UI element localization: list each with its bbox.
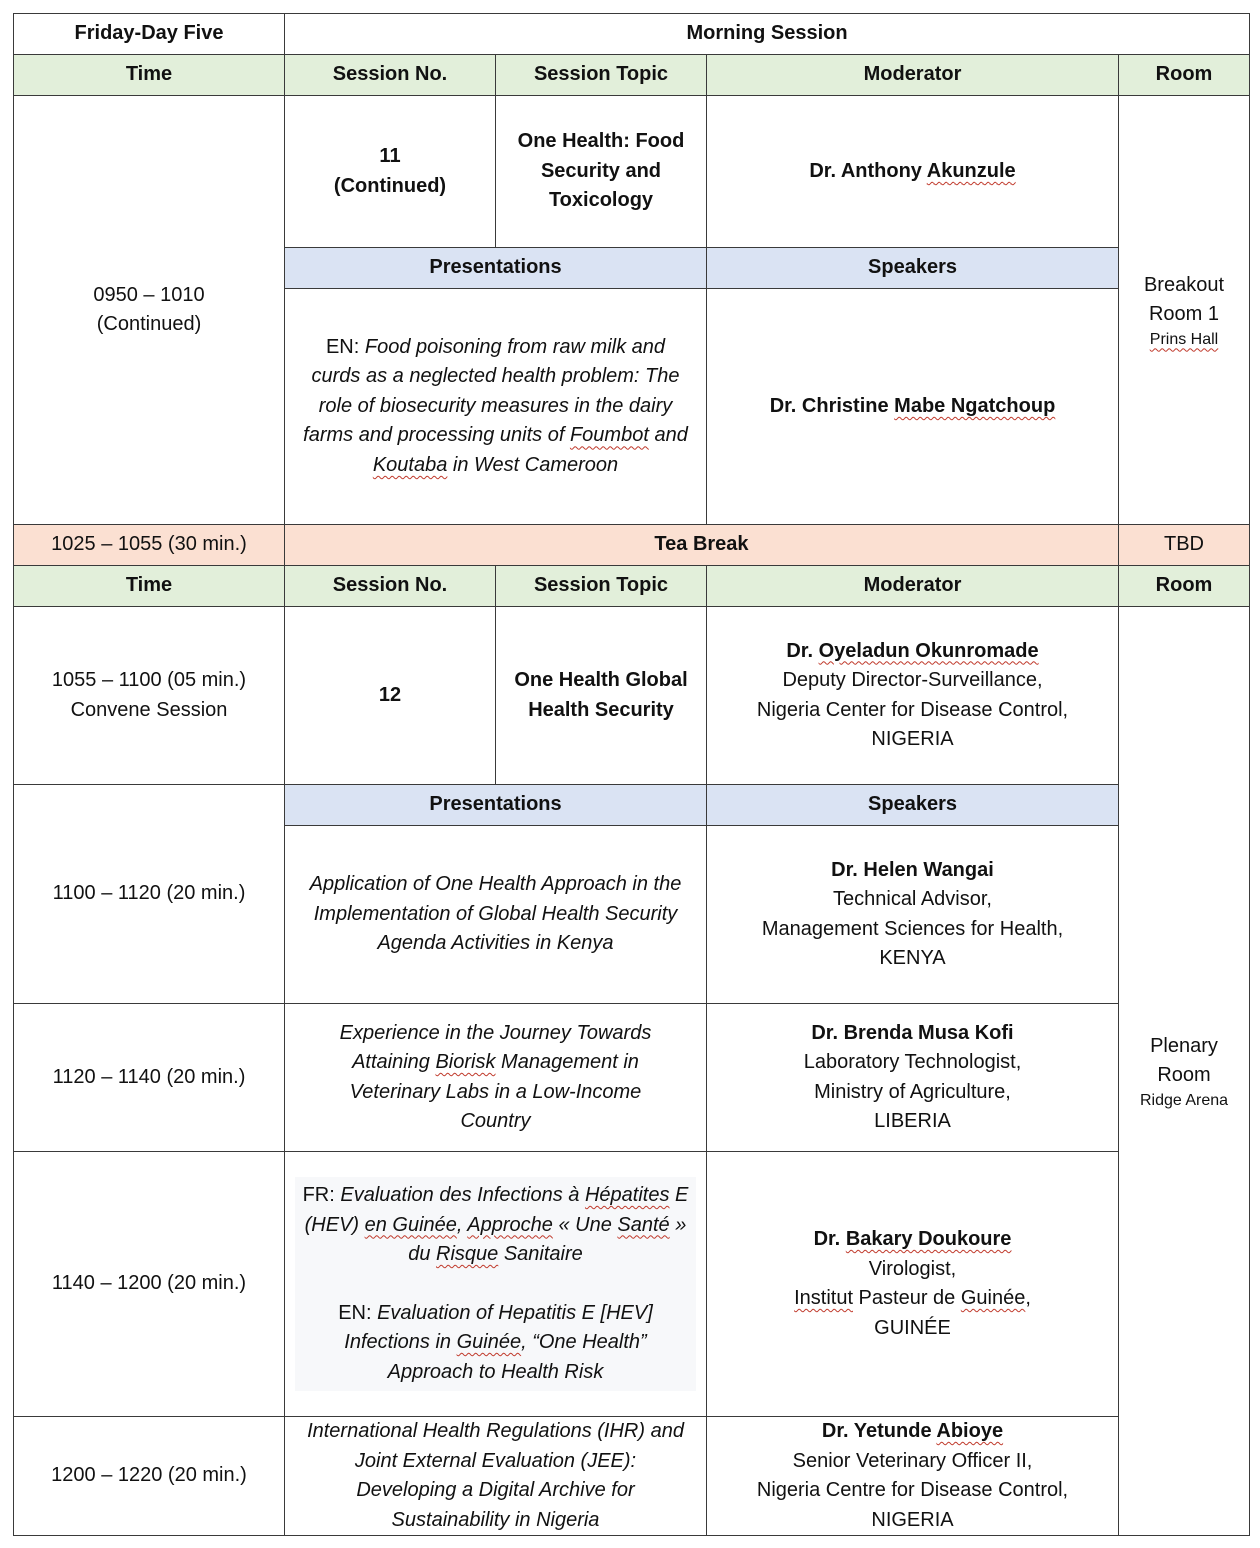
col-session-no-2: Session No.: [285, 566, 496, 607]
session-block-heading: Morning Session: [285, 14, 1250, 55]
tea-break-label: Tea Break: [285, 525, 1119, 566]
session-12-number: 12: [285, 607, 496, 785]
talk-4-speaker: Dr. Yetunde Abioye Senior Veterinary Officer II, Nigeria Centre for Disease Control, NIGERIA: [707, 1417, 1119, 1536]
col-time-2: Time: [14, 566, 285, 607]
speakers-heading: Speakers: [707, 248, 1119, 289]
session-11-topic: One Health: Food Security and Toxicology: [496, 96, 707, 248]
col-topic: Session Topic: [496, 55, 707, 96]
talk-4-row: [14, 1417, 1250, 1536]
presentations-header-row-2: [14, 785, 1250, 826]
presentations-heading: Presentations: [285, 248, 707, 289]
talk-1-speaker: Dr. Helen Wangai Technical Advisor, Management Sciences for Health, KENYA: [707, 826, 1119, 1004]
day-heading: Friday-Day Five: [14, 14, 285, 55]
talk-4-title: International Health Regulations (IHR) and Joint External Evaluation (JEE): Developing a Digital Archive for Sustainability in Nigeria: [285, 1417, 707, 1536]
session-11-speaker: Dr. Christine Mabe Ngatchoup: [707, 289, 1119, 525]
talk-1-title: Application of One Health Approach in the Implementation of Global Health Security Agenda Activities in Kenya: [285, 826, 707, 1004]
tea-break-room: TBD: [1119, 525, 1250, 566]
tea-break-row: [14, 525, 1250, 566]
talk-4-time: 1200 – 1220 (20 min.): [14, 1417, 285, 1536]
session-12-row: [14, 607, 1250, 785]
talk-2-title: Experience in the Journey Towards Attaining Biorisk Management in Veterinary Labs in a Low-Income Country: [285, 1004, 707, 1152]
session-12-moderator: Dr. Oyeladun Okunromade Deputy Director-Surveillance, Nigeria Center for Disease Control, NIGERIA: [707, 607, 1119, 785]
col-moderator-2: Moderator: [707, 566, 1119, 607]
title-row: [14, 14, 1250, 55]
session-11-row: [14, 96, 1250, 248]
schedule-table: [13, 13, 1250, 1536]
column-header-row-2: [14, 566, 1250, 607]
session-11-room: Breakout Room 1 Prins Hall: [1119, 96, 1250, 525]
talk-2-row: [14, 1004, 1250, 1152]
talk-3-speaker: Dr. Bakary Doukoure Virologist, Institut Pasteur de Guinée, GUINÉE: [707, 1152, 1119, 1417]
col-topic-2: Session Topic: [496, 566, 707, 607]
col-moderator: Moderator: [707, 55, 1119, 96]
session-11-time: 0950 – 1010 (Continued): [14, 96, 285, 525]
column-header-row: [14, 55, 1250, 96]
session-11-number: 11 (Continued): [285, 96, 496, 248]
talk-2-time: 1120 – 1140 (20 min.): [14, 1004, 285, 1152]
talk-2-speaker: Dr. Brenda Musa Kofi Laboratory Technologist, Ministry of Agriculture, LIBERIA: [707, 1004, 1119, 1152]
session-11-presentation: EN: Food poisoning from raw milk and curds as a neglected health problem: The role of biosecurity measures in the dairy farms and processing units of Foumbot and Koutaba in West Cameroon: [285, 289, 707, 525]
presentations-heading-2: Presentations: [285, 785, 707, 826]
col-room-2: Room: [1119, 566, 1250, 607]
talk-3-time: 1140 – 1200 (20 min.): [14, 1152, 285, 1417]
session-12-time: 1055 – 1100 (05 min.) Convene Session: [14, 607, 285, 785]
talk-3-row: [14, 1152, 1250, 1417]
talk-1-time: 1100 – 1120 (20 min.): [14, 785, 285, 1004]
speakers-heading-2: Speakers: [707, 785, 1119, 826]
col-session-no: Session No.: [285, 55, 496, 96]
tea-break-time: 1025 – 1055 (30 min.): [14, 525, 285, 566]
talk-3-title: [285, 1152, 707, 1417]
session-12-topic: One Health Global Health Security: [496, 607, 707, 785]
talk-3-title-box: FR: Evaluation des Infections à Hépatites E (HEV) en Guinée, Approche « Une Santé » du Risque Sanitaire EN: Evaluation of Hepatitis E [HEV] Infections in Guinée, “One Health” Approach to Health Risk: [295, 1177, 696, 1391]
session-11-moderator: Dr. Anthony Akunzule: [707, 96, 1119, 248]
col-room: Room: [1119, 55, 1250, 96]
col-time: Time: [14, 55, 285, 96]
session-12-room: Plenary Room Ridge Arena: [1119, 607, 1250, 1536]
